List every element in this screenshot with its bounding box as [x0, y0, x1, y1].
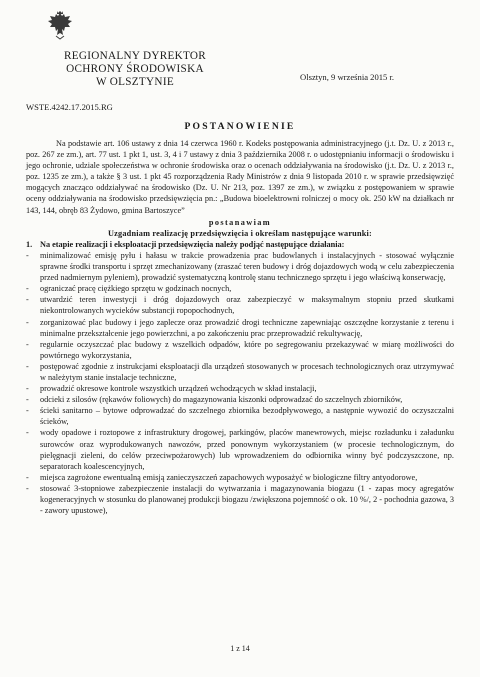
section-1-heading — [26, 239, 454, 250]
dash-bullet-icon: - — [26, 361, 29, 371]
polish-eagle-emblem-icon — [46, 10, 74, 40]
section-number: 1. — [26, 239, 33, 249]
list-item-text: postępować zgodnie z instrukcjami eksploatacji dla urządzeń stosowanych w procesach technologicznych oraz utrzymywać w należytym stanie instalacje techniczne, — [40, 361, 454, 382]
dash-bullet-icon: - — [26, 483, 29, 493]
dash-bullet-icon: - — [26, 339, 29, 349]
intro-paragraph: Na podstawie art. 106 ustawy z dnia 14 czerwca 1960 r. Kodeks postępowania administracyjnego (j.t. Dz. U. z 2013 r., poz. 267 ze zm.), art. 77 ust. 1 pkt 1, ust. 3, 4 i 7 ustawy z dnia 3 października 2008 r. o udostępnianiu informacji o środowisku i jego ochronie, udziale społeczeństwa w ochronie środowiska oraz o ocenach oddziaływania na środowisko (j.t. Dz. U. z 2013 r., poz. 1235 ze zm.), a także § 3 ust. 1 pkt 45 rozporządzenia Rady Ministrów z dnia 9 listopada 2010 r. w sprawie przedsięwzięć mogących znacząco oddziaływać na środowisko (Dz. U. Nr 213, poz. 1397 ze zm.), w związku z postępowaniem w sprawie oceny oddziaływania na środowisko przedsięwzięcia pn.: „Budowa bioelektrowni rolniczej o mocy ok. 250 kW na działkach nr 143, 144, obręb 83 Żydowo, gmina Bartoszyce” — [26, 139, 454, 215]
list-item-text: ścieki sanitarno – bytowe odprowadzać do szczelnego zbiornika bezodpływowego, a następnie wywozić do oczyszczalni ścieków, — [40, 406, 454, 427]
list-item — [26, 294, 454, 316]
list-item — [26, 394, 454, 405]
dash-bullet-icon: - — [26, 317, 29, 327]
list-item-text: miejsca zagrożone ewentualną emisją zanieczyszczeń zapachowych wyposażyć w biologiczne filtry antyodorowe, — [40, 472, 418, 482]
section-heading-text: Na etapie realizacji i eksploatacji przedsięwzięcia należy podjąć następujące działania: — [40, 239, 345, 249]
document-title: POSTANOWIENIE — [184, 121, 296, 132]
list-item-text: regularnie oczyszczać plac budowy z wszelkich odpadów, które po segregowaniu przekazywać w miarę możliwości do powtórnego wykorzystania, — [40, 339, 454, 360]
decision-subheading: Uzgadniam realizację przedsięwzięcia i określam następujące warunki: — [108, 228, 372, 238]
dash-bullet-icon: - — [26, 406, 29, 416]
dash-bullet-icon: - — [26, 250, 29, 260]
list-item — [26, 472, 454, 483]
document-body — [26, 138, 454, 516]
dash-bullet-icon: - — [26, 384, 29, 394]
list-item — [26, 427, 454, 471]
decision-word: postanawiam — [208, 217, 272, 227]
list-item-text: zorganizować plac budowy i jego zaplecze oraz prowadzić drogi techniczne zapewniając oszczędne korzystanie z terenu i minimalne przekształcenie jego powierzchni, a po zakończeniu prac przeprowadzić rekultywację, — [40, 317, 454, 338]
dash-bullet-icon: - — [26, 428, 29, 438]
page-number: 1 z 14 — [230, 644, 250, 653]
list-item-text: stosować 3-stopniowe zabezpieczenie instalacji do wytwarzania i magazynowania biogazu (1 - zapas mocy agregatów kogeneracyjnych w stosunku do planowanej produkcji biogazu /zwiększona pojemność o ok. 10 %/, 2 - pochodnia gazowa, 3 - zawory upustowe), — [40, 483, 454, 516]
case-sign: WSTE.4242.17.2015.RG — [26, 102, 113, 112]
requirements-list — [26, 250, 454, 516]
list-item — [26, 317, 454, 339]
office-line-2: OCHRONY ŚRODOWISKA — [66, 63, 204, 75]
dash-bullet-icon: - — [26, 295, 29, 305]
office-line-1: REGIONALNY DYREKTOR — [63, 50, 207, 62]
list-item-text: prowadzić okresowe kontrole wszystkich urządzeń wchodzących w skład instalacji, — [40, 384, 317, 394]
office-line-3: W OLSZTYNIE — [96, 76, 174, 88]
list-item — [26, 339, 454, 361]
list-item — [26, 405, 454, 427]
list-item — [26, 250, 454, 283]
list-item — [26, 361, 454, 383]
list-item-text: wody opadowe i roztopowe z infrastruktury drogowej, parkingów, placów manewrowych, miejsc rozładunku i załadunku surowców oraz wyprodukowanych nawozów, przed ponownym wykorzystaniem (w procesie technologicznym, do pielęgnacji zieleni, do celów przeciwpożarowych) lub wprowadzeniem do odbiornika winny być podczyszczone, np. separatorach koalescencyjnych, — [40, 428, 454, 471]
list-item-text: odcieki z silosów (rękawów foliowych) do magazynowania kiszonki odprowadzać do szczelnych zbiorników, — [40, 395, 403, 405]
list-item-text: minimalizować emisję pyłu i hałasu w trakcie prowadzenia prac budowlanych i instalacyjnych - stosować wyłącznie sprawne środki transportu i sprzęt zmechanizowany (zraszać teren budowy i dróg dojazdowych wodą w celu zabezpieczenia przed nadmiernym pyleniem), prowadzić systematyczną kontrolę stanu technicznego sprzętu i jego właściwą konserwację, — [40, 250, 454, 283]
list-item-text: ograniczać pracę ciężkiego sprzętu w godzinach nocnych, — [40, 284, 232, 294]
place-date: Olsztyn, 9 września 2015 r. — [300, 72, 395, 82]
dash-bullet-icon: - — [26, 472, 29, 482]
list-item-text: utwardzić teren inwestycji i dróg dojazdowych oraz zabezpieczyć w maksymalnym stopniu przed skutkami niekontrolowanych wycieków substancji ropopochodnych, — [40, 295, 454, 316]
office-header — [60, 50, 210, 89]
list-item — [26, 383, 454, 394]
list-item — [26, 483, 454, 516]
dash-bullet-icon: - — [26, 395, 29, 405]
dash-bullet-icon: - — [26, 284, 29, 294]
list-item — [26, 283, 454, 294]
